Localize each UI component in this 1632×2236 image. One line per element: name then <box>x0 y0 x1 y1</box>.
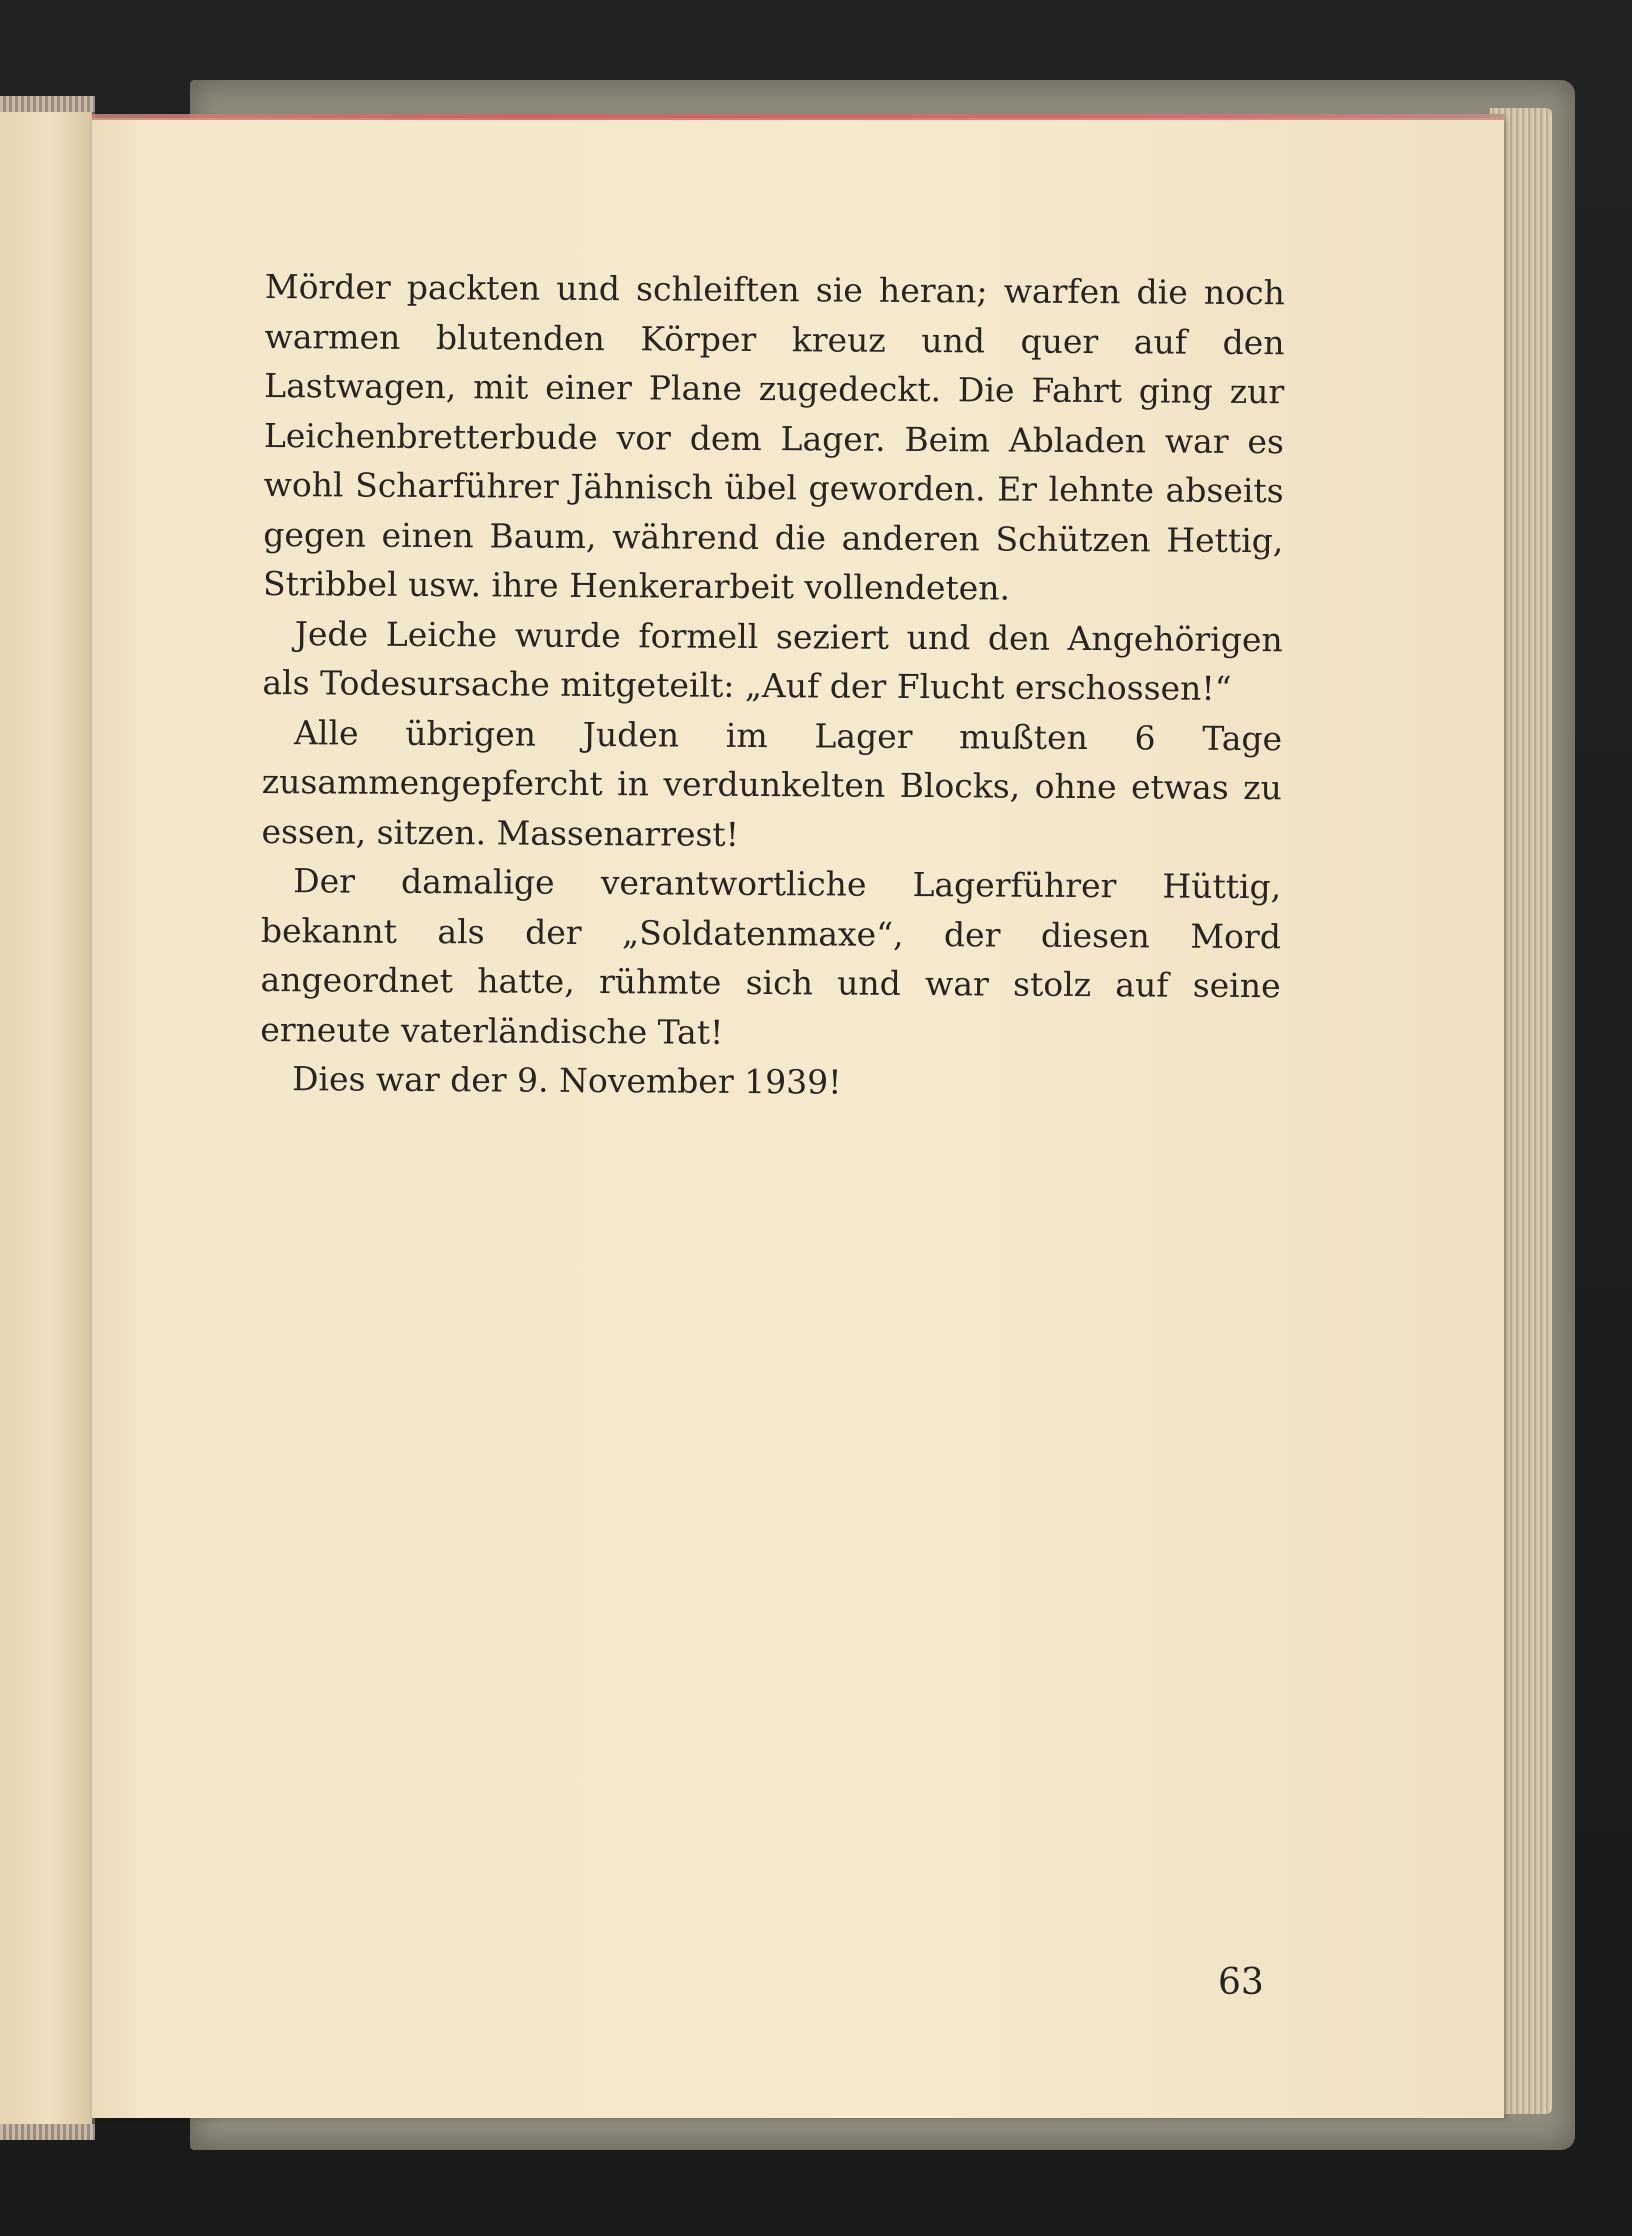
spine-tailband <box>0 2124 95 2140</box>
paragraph-3: Alle übrigen Juden im Lager mußten 6 Tage zusammengepfercht in verdunkelten Blocks, ohne etwas zu essen, sitzen. Massenarrest! <box>261 712 1283 854</box>
facing-page-edge <box>0 112 92 2124</box>
paragraph-1: Mörder packten und schleiften sie heran; warfen die noch warmen blutenden Körper kreuz und quer auf den Lastwagen, mit einer Plane zugedeckt. Die Fahrt ging zur Leichenbretterbude vor dem Lager. Beim Abladen war es wohl Scharführer Jähnisch übel geworden. Er lehnte abseits gegen einen Baum, während die anderen Schützen Hettig, Stribbel usw. ihre Henkerarbeit vollendeten. <box>262 266 1285 608</box>
paragraph-2: Jede Leiche wurde formell seziert und den Angehörigen als Todesursache mitgeteilt: „Auf der Flucht erschossen!“ <box>262 613 1283 708</box>
paragraph-5: Dies war der 9. November 1939! <box>291 1059 842 1102</box>
page-top-edge <box>92 114 1504 120</box>
spine-headband <box>0 96 95 112</box>
page-number: 63 <box>1218 1962 1264 2003</box>
paragraph-4: Der damalige verantwortliche Lagerführer Hüttig, bekannt als der „Soldatenmaxe“, der diesen Mord angeordnet hatte, rühmte sich und war stolz auf seine erneute vaterländische Tat! <box>260 861 1282 1052</box>
page-text <box>260 262 1285 1110</box>
